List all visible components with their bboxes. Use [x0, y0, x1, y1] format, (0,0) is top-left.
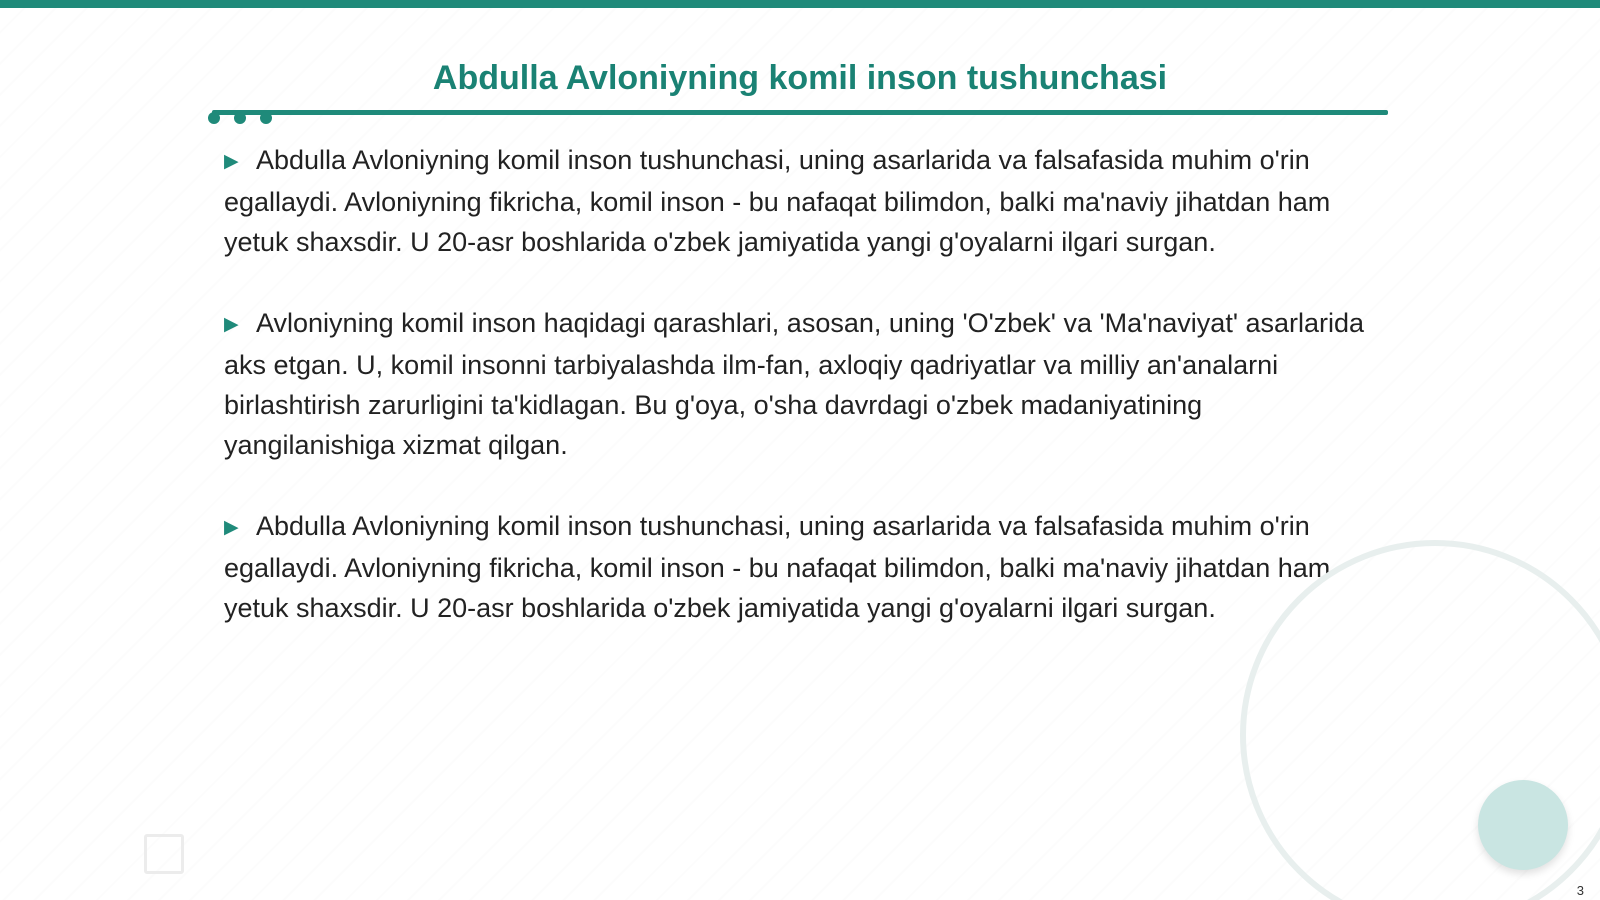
paragraph-text: Abdulla Avloniyning komil inson tushunchasi, uning asarlarida va falsafasida muhim o'rin egallaydi. Avloniyning fikricha, komil inson - bu nafaqat bilimdon, balki ma'naviy jihatdan ham yetuk shaxsdir. U 20-asr boshlarida o'zbek jamiyatida yangi g'oyalarni ilgari surgan. — [224, 511, 1331, 623]
page-number: 3 — [1576, 883, 1584, 898]
triangle-right-icon: ▶ — [224, 151, 239, 172]
bullet-paragraph — [224, 140, 1374, 262]
triangle-right-icon: ▶ — [224, 314, 239, 335]
slide-title: Abdulla Avloniyning komil inson tushunchasi — [432, 59, 1168, 97]
triangle-right-icon: ▶ — [224, 517, 239, 538]
underline-dot — [260, 112, 272, 124]
decorative-circle — [1478, 780, 1568, 870]
bullet-paragraph — [224, 506, 1374, 628]
slide-body — [224, 140, 1374, 669]
decorative-square — [144, 834, 184, 874]
paragraph-text: Abdulla Avloniyning komil inson tushunchasi, uning asarlarida va falsafasida muhim o'rin egallaydi. Avloniyning fikricha, komil inson - bu nafaqat bilimdon, balki ma'naviy jihatdan ham yetuk shaxsdir. U 20-asr boshlarida o'zbek jamiyatida yangi g'oyalarni ilgari surgan. — [224, 145, 1331, 257]
underline-dot — [208, 112, 220, 124]
underline-dot — [234, 112, 246, 124]
title-underline — [212, 110, 1388, 115]
bullet-paragraph — [224, 303, 1374, 465]
top-accent-bar — [0, 0, 1600, 8]
paragraph-text: Avloniyning komil inson haqidagi qarashlari, asosan, uning 'O'zbek' va 'Ma'naviyat' asarlarida aks etgan. U, komil insonni tarbiyalashda ilm-fan, axloqiy qadriyatlar va milliy an'analarni birlashtirish zarurligini ta'kidlagan. Bu g'oya, o'sha davrdagi o'zbek madaniyatining yangilanishiga xizmat qilgan. — [224, 308, 1365, 460]
